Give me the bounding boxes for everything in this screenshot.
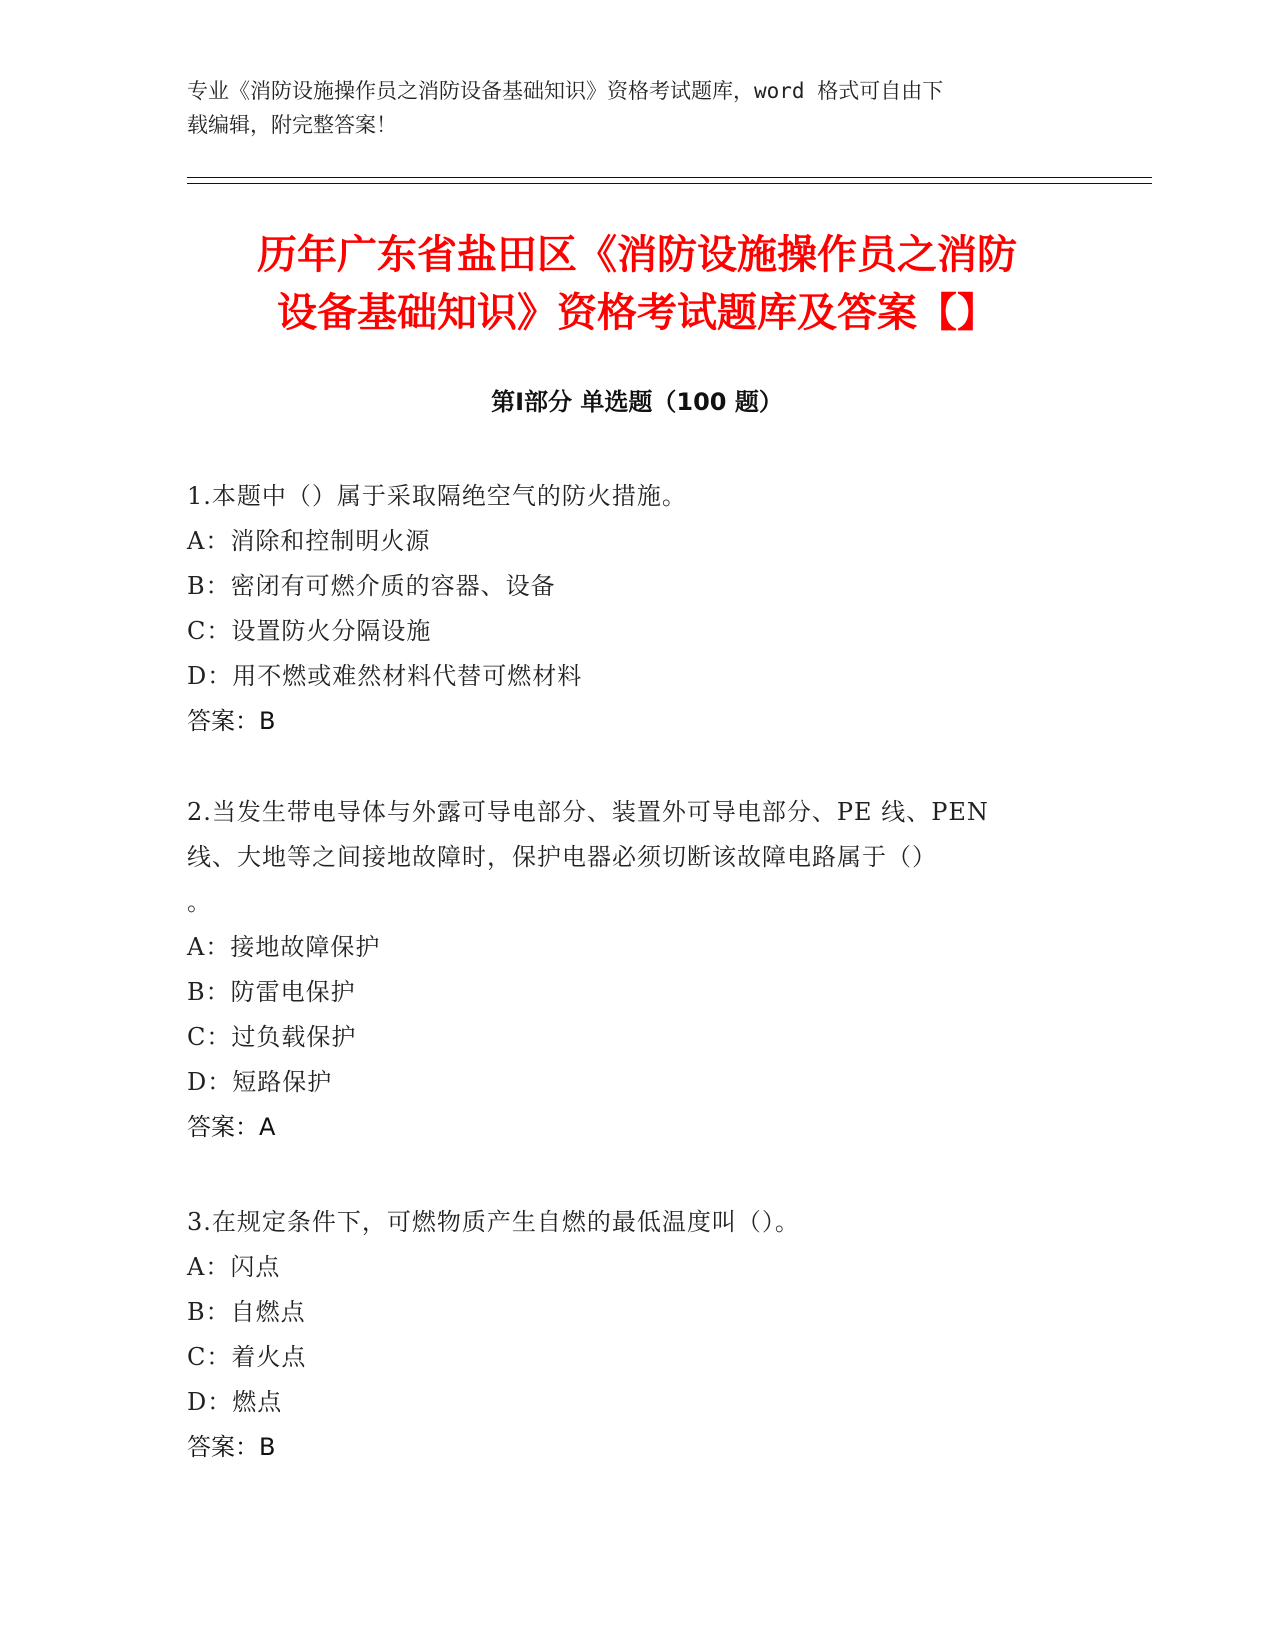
title-line-1: 历年广东省盐田区《消防设施操作员之消防: [257, 232, 1017, 278]
question-stem-line-2: 线、大地等之间接地故障时，保护电器必须切断该故障电路属于（）: [187, 843, 937, 871]
question-1: [187, 474, 1087, 744]
option-c: C：着火点: [187, 1343, 307, 1371]
option-a: A：闪点: [187, 1253, 281, 1281]
question-2: [187, 790, 1087, 1150]
option-c: C：过负载保护: [187, 1023, 357, 1051]
answer: 答案：B: [187, 1433, 276, 1461]
option-b: B：自燃点: [187, 1298, 306, 1326]
question-stem-line-3: 。: [187, 888, 212, 916]
answer: 答案：A: [187, 1113, 276, 1141]
question-stem-line-1: 2.当发生带电导体与外露可导电部分、装置外可导电部分、PE 线、PEN: [187, 798, 989, 826]
option-d: D：燃点: [187, 1388, 283, 1416]
document-title: [187, 226, 1087, 342]
question-stem: 1.本题中（）属于采取隔绝空气的防火措施。: [187, 482, 687, 510]
option-b: B：防雷电保护: [187, 978, 356, 1006]
title-line-2: 设备基础知识》资格考试题库及答案【】: [277, 290, 997, 336]
question-3: [187, 1200, 1087, 1470]
option-a: A：消除和控制明火源: [187, 527, 431, 555]
header-rule-bottom: [187, 183, 1152, 184]
option-d: D：用不燃或难然材料代替可燃材料: [187, 662, 583, 690]
header-rule-top: [187, 177, 1152, 178]
intro-line-2: 载编辑，附完整答案！: [187, 113, 397, 137]
option-a: A：接地故障保护: [187, 933, 381, 961]
intro-text: [187, 74, 1087, 142]
option-d: D：短路保护: [187, 1068, 333, 1096]
option-b: B：密闭有可燃介质的容器、设备: [187, 572, 556, 600]
section-heading: 第Ⅰ部分 单选题（100 题）: [491, 388, 783, 416]
answer: 答案：B: [187, 707, 276, 735]
question-stem: 3.在规定条件下，可燃物质产生自燃的最低温度叫（）。: [187, 1208, 800, 1236]
intro-line-1: 专业《消防设施操作员之消防设备基础知识》资格考试题库，word 格式可自由下: [187, 79, 944, 103]
option-c: C：设置防火分隔设施: [187, 617, 432, 645]
